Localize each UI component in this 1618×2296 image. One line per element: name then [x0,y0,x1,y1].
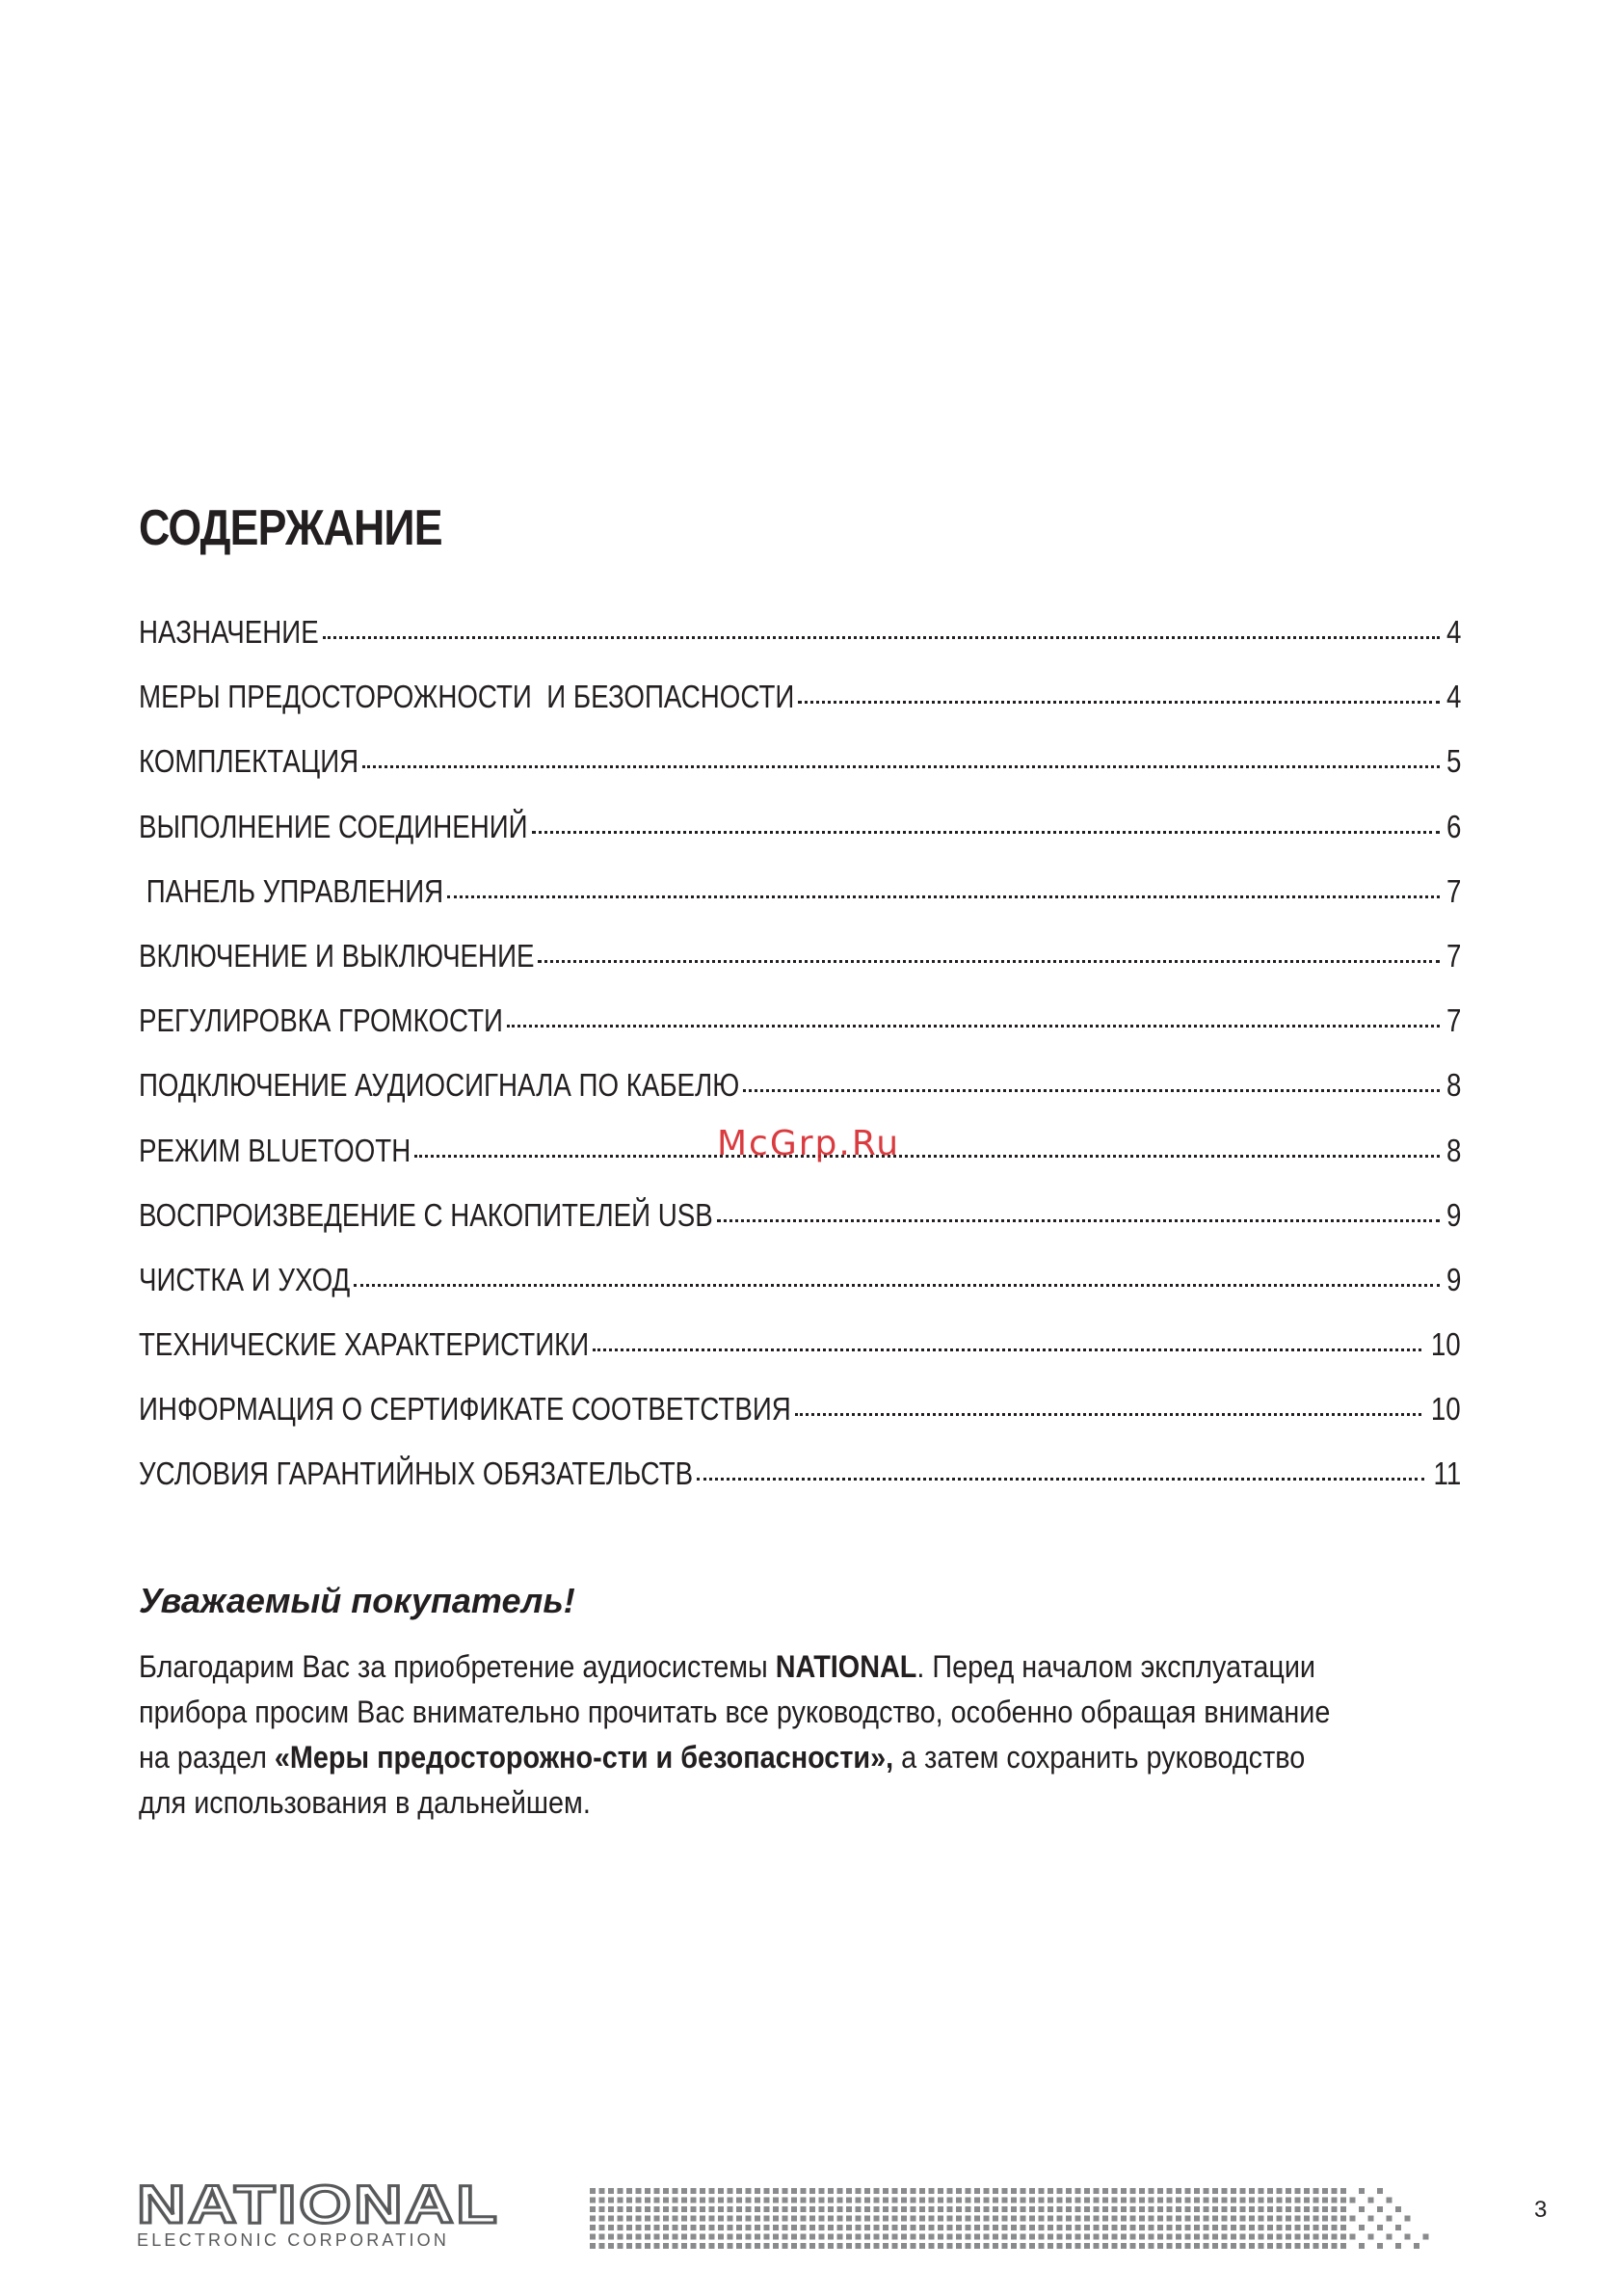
toc-item-page: 5 [1446,743,1461,780]
toc-item-label: МЕРЫ ПРЕДОСТОРОЖНОСТИ И БЕЗОПАСНОСТИ [139,679,795,715]
toc-item-label: ПАНЕЛЬ УПРАВЛЕНИЯ [139,872,444,909]
toc-item-label: ТЕХНИЧЕСКИЕ ХАРАКТЕРИСТИКИ [139,1326,590,1363]
toc-leader-dots [354,1278,1439,1287]
toc-item-page: 9 [1446,1261,1461,1297]
toc-item-label: НАЗНАЧЕНИЕ [139,614,319,650]
toc-item[interactable] [139,1066,1461,1131]
toc-leader-dots [717,1214,1440,1222]
intro-text-2: . Перед началом эксплуатации прибора просим Вас внимательно прочитать все руководство, особенно обращая внимание на раздел [139,1649,1331,1775]
intro-paragraph [139,1644,1488,1826]
toc-item-label: РЕЖИМ BLUETOOTH [139,1132,411,1168]
logo-wordmark: NATIONAL [137,2174,500,2234]
greeting-heading: Уважаемый покупатель! [139,1581,575,1620]
toc-item[interactable] [139,742,1461,807]
toc-item-page: 8 [1446,1132,1461,1168]
section-reference: «Меры предосторожно-сти и безопасности», [274,1740,894,1775]
toc-item-label: ВКЛЮЧЕНИЕ И ВЫКЛЮЧЕНИЕ [139,937,535,974]
toc-item-label: КОМПЛЕКТАЦИЯ [139,743,359,780]
toc-item[interactable] [139,1455,1461,1519]
table-of-contents [139,613,1461,1520]
logo-tagline: ELECTRONIC CORPORATION [137,2230,450,2250]
toc-item[interactable] [139,1196,1461,1261]
toc-leader-dots [532,825,1440,834]
toc-leader-dots [507,1019,1440,1028]
toc-item-label: ВЫПОЛНЕНИЕ СОЕДИНЕНИЙ [139,808,528,844]
toc-item-label: ИНФОРМАЦИЯ О СЕРТИФИКАТЕ СООТВЕТСТВИЯ [139,1391,791,1428]
toc-item-page: 7 [1446,937,1461,974]
toc-item-label: УСЛОВИЯ ГАРАНТИЙНЫХ ОБЯЗАТЕЛЬСТВ [139,1455,694,1492]
toc-item[interactable] [139,872,1461,937]
toc-item[interactable] [139,678,1461,742]
toc-item[interactable] [139,937,1461,1001]
toc-leader-dots [362,760,1439,768]
toc-leader-dots [323,630,1440,639]
brand-name-inline: NATIONAL [775,1649,917,1684]
toc-leader-dots [798,695,1439,704]
toc-item-page: 7 [1446,872,1461,909]
page-number: 3 [1534,2197,1548,2223]
toc-item-page: 7 [1446,1002,1461,1039]
toc-item-page: 10 [1431,1326,1461,1363]
toc-item-label: ВОСПРОИЗВЕДЕНИЕ С НАКОПИТЕЛЕЙ USB [139,1196,713,1233]
toc-item-page: 6 [1446,808,1461,844]
toc-item[interactable] [139,613,1461,678]
toc-item-page: 4 [1446,679,1461,715]
toc-leader-dots [593,1343,1421,1351]
toc-item[interactable] [139,1001,1461,1066]
toc-item[interactable] [139,1325,1461,1390]
toc-item-page: 4 [1446,614,1461,650]
toc-item-label: ЧИСТКА И УХОД [139,1261,351,1297]
national-logo [137,2174,500,2251]
toc-item-label: РЕГУЛИРОВКА ГРОМКОСТИ [139,1002,503,1039]
toc-item-page: 9 [1446,1196,1461,1233]
intro-text-3: а затем сохранить руководство для использования в дальнейшем. [139,1740,1306,1820]
toc-item-page: 8 [1446,1067,1461,1104]
toc-item-label: ПОДКЛЮЧЕНИЕ АУДИОСИГНАЛА ПО КАБЕЛЮ [139,1067,740,1104]
toc-leader-dots [414,1149,1439,1158]
watermark: McGrp.Ru [717,1124,901,1163]
decorative-dot-bar [590,2184,1476,2250]
toc-item[interactable] [139,1261,1461,1325]
intro-text-1: Благодарим Вас за приобретение аудиосистемы [139,1649,776,1684]
toc-leader-dots [795,1407,1422,1416]
toc-item-page: 11 [1433,1455,1461,1492]
toc-leader-dots [447,890,1439,898]
toc-item[interactable] [139,1390,1461,1455]
toc-leader-dots [697,1472,1424,1481]
toc-item[interactable] [139,808,1461,872]
toc-leader-dots [743,1083,1439,1092]
toc-item-page: 10 [1431,1391,1461,1428]
toc-leader-dots [538,954,1439,963]
toc-title: СОДЕРЖАНИЕ [139,500,442,556]
